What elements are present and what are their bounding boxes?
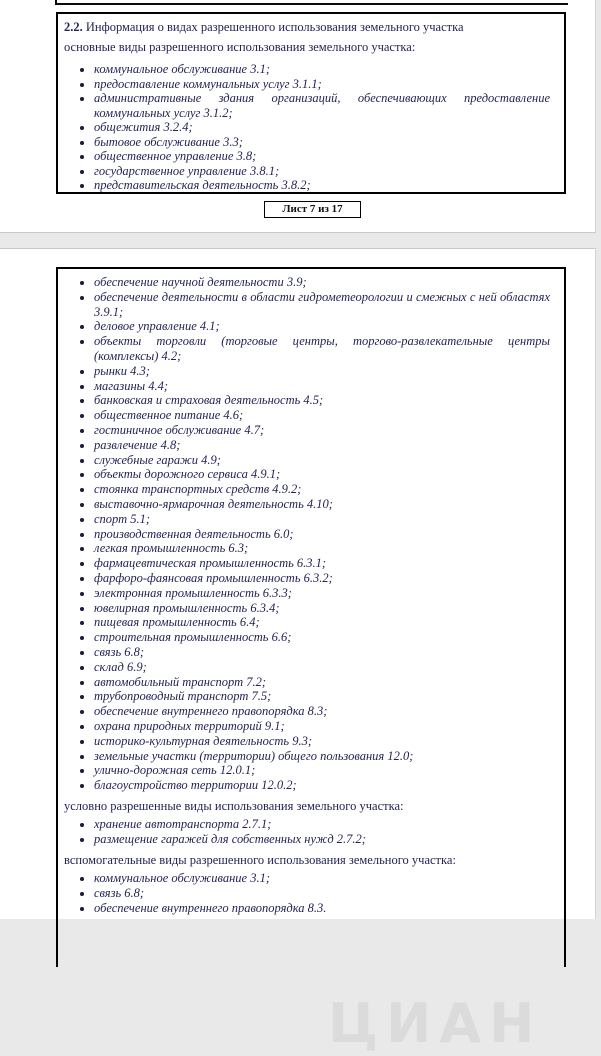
list-item: • стоянка транспортных средств 4.9.2; xyxy=(94,482,552,497)
list-item: • хранение автотранспорта 2.7.1; xyxy=(94,817,552,832)
conditional-uses-list xyxy=(64,817,552,847)
list-item: • административные здания организаций, обеспечивающих предоставление коммунальных услуг 3.1.2; xyxy=(94,91,552,120)
list-item: • пищевая промышленность 6.4; xyxy=(94,615,552,630)
section-continuation-box xyxy=(56,267,566,967)
page-footer-badge: Лист 7 из 17 xyxy=(264,201,361,218)
list-item: • деловое управление 4.1; xyxy=(94,319,552,334)
primary-uses-list-page1 xyxy=(64,62,552,193)
list-item: • склад 6.9; xyxy=(94,660,552,675)
list-item: • историко-культурная деятельность 9.3; xyxy=(94,734,552,749)
list-item: • общежития 3.2.4; xyxy=(94,120,552,135)
list-item: • общественное питание 4.6; xyxy=(94,408,552,423)
list-item: • земельные участки (территории) общего пользования 12.0; xyxy=(94,749,552,764)
list-item: • обеспечение внутреннего правопорядка 8.3. xyxy=(94,901,552,916)
list-item: • спорт 5.1; xyxy=(94,512,552,527)
conditional-uses-subheading: условно разрешенные виды использования земельного участка: xyxy=(64,798,404,813)
list-item: • фармацевтическая промышленность 6.3.1; xyxy=(94,556,552,571)
list-item: • предоставление коммунальных услуг 3.1.1; xyxy=(94,77,552,92)
list-item: • электронная промышленность 6.3.3; xyxy=(94,586,552,601)
auxiliary-uses-subheading: вспомогательные виды разрешенного использования земельного участка: xyxy=(64,852,456,867)
list-item: • улично-дорожная сеть 12.0.1; xyxy=(94,763,552,778)
list-item: • связь 6.8; xyxy=(94,645,552,660)
section-heading xyxy=(64,17,552,37)
list-item: • выставочно-ярмарочная деятельность 4.10; xyxy=(94,497,552,512)
list-item: • банковская и страховая деятельность 4.5; xyxy=(94,393,552,408)
watermark: ЦИАН xyxy=(328,994,543,1055)
list-item: • автомобильный транспорт 7.2; xyxy=(94,675,552,690)
list-item: • рынки 4.3; xyxy=(94,364,552,379)
list-item: • благоустройство территории 12.0.2; xyxy=(94,778,552,793)
section-number: 2.2. xyxy=(64,20,83,34)
list-item: • ювелирная промышленность 6.3.4; xyxy=(94,601,552,616)
list-item: • магазины 4.4; xyxy=(94,379,552,394)
section-title: Информация о видах разрешенного использования земельного участка xyxy=(82,20,464,34)
auxiliary-uses-list xyxy=(64,871,552,916)
list-item: • производственная деятельность 6.0; xyxy=(94,527,552,542)
list-item: • объекты торговли (торговые центры, торгово-развлекательные центры (комплексы) 4.2; xyxy=(94,334,552,364)
list-item: • гостиничное обслуживание 4.7; xyxy=(94,423,552,438)
primary-uses-subheading: основные виды разрешенного использования земельного участка: xyxy=(64,40,416,54)
previous-section-border-line xyxy=(56,3,568,5)
list-item: • трубопроводный транспорт 7.5; xyxy=(94,689,552,704)
list-item: • объекты дорожного сервиса 4.9.1; xyxy=(94,467,552,482)
list-item: • бытовое обслуживание 3.3; xyxy=(94,135,552,150)
list-item: • государственное управление 3.8.1; xyxy=(94,164,552,179)
list-item: • строительная промышленность 6.6; xyxy=(94,630,552,645)
list-item: • фарфоро-фаянсовая промышленность 6.3.2; xyxy=(94,571,552,586)
list-item: • служебные гаражи 4.9; xyxy=(94,453,552,468)
list-item: • коммунальное обслуживание 3.1; xyxy=(94,871,552,886)
list-item: • охрана природных территорий 9.1; xyxy=(94,719,552,734)
document-page-1 xyxy=(0,0,596,233)
list-item: • размещение гаражей для собственных нужд 2.7.2; xyxy=(94,832,552,847)
list-item: • обеспечение деятельности в области гидрометеорологии и смежных с ней областях 3.9.1; xyxy=(94,290,552,320)
list-item: • обеспечение внутреннего правопорядка 8.3; xyxy=(94,704,552,719)
document-page-2 xyxy=(0,248,596,1055)
list-item: • коммунальное обслуживание 3.1; xyxy=(94,62,552,77)
list-item: • представительская деятельность 3.8.2; xyxy=(94,178,552,193)
primary-uses-list-page2 xyxy=(64,275,552,793)
section-2-2-box xyxy=(56,12,566,194)
list-item: • легкая промышленность 6.3; xyxy=(94,541,552,556)
list-item: • общественное управление 3.8; xyxy=(94,149,552,164)
list-item: • обеспечение научной деятельности 3.9; xyxy=(94,275,552,290)
list-item: • связь 6.8; xyxy=(94,886,552,901)
list-item: • развлечение 4.8; xyxy=(94,438,552,453)
